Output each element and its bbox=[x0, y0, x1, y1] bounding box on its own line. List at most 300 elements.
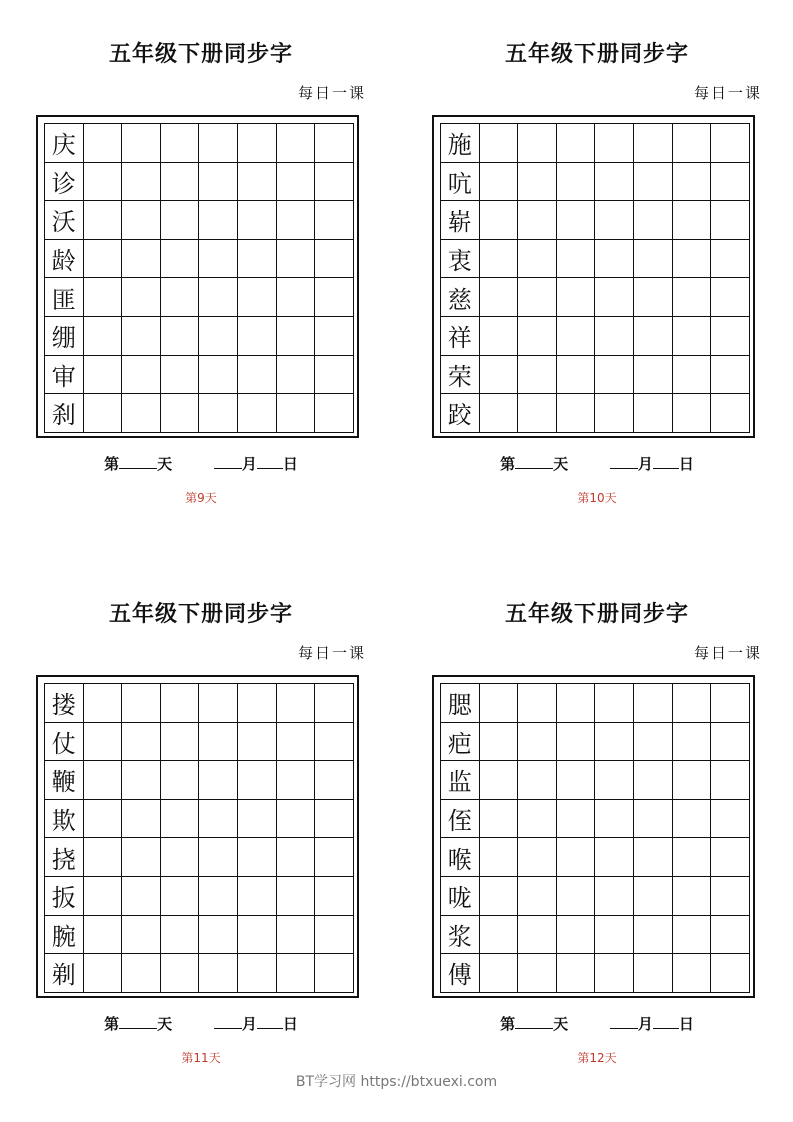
practice-cell[interactable] bbox=[595, 394, 634, 433]
practice-cell[interactable] bbox=[238, 124, 277, 163]
date-word: 日 bbox=[282, 455, 298, 473]
model-character: 剃 bbox=[45, 954, 84, 993]
practice-cell[interactable] bbox=[199, 163, 238, 202]
practice-cell[interactable] bbox=[480, 916, 519, 955]
practice-cell[interactable] bbox=[277, 394, 316, 433]
practice-cell[interactable] bbox=[518, 124, 557, 163]
practice-cell[interactable] bbox=[480, 124, 519, 163]
writing-grid bbox=[440, 123, 750, 433]
practice-cell[interactable] bbox=[238, 838, 277, 877]
practice-cell[interactable] bbox=[673, 684, 712, 723]
month-blank[interactable] bbox=[610, 454, 638, 469]
practice-cell[interactable] bbox=[122, 954, 161, 993]
model-character: 庆 bbox=[45, 124, 84, 163]
practice-cell[interactable] bbox=[199, 877, 238, 916]
practice-cell[interactable] bbox=[480, 684, 519, 723]
practice-cell[interactable] bbox=[634, 278, 673, 317]
practice-cell[interactable] bbox=[277, 838, 316, 877]
model-character: 欺 bbox=[45, 800, 84, 839]
practice-cell[interactable] bbox=[480, 877, 519, 916]
practice-cell[interactable] bbox=[238, 761, 277, 800]
practice-cell[interactable] bbox=[315, 877, 354, 916]
model-character: 咙 bbox=[441, 877, 480, 916]
practice-cell[interactable] bbox=[557, 954, 596, 993]
practice-cell[interactable] bbox=[238, 877, 277, 916]
practice-cell[interactable] bbox=[595, 201, 634, 240]
practice-cell[interactable] bbox=[634, 838, 673, 877]
practice-cell[interactable] bbox=[634, 163, 673, 202]
date-blank[interactable] bbox=[257, 454, 283, 469]
practice-cell[interactable] bbox=[238, 916, 277, 955]
practice-cell[interactable] bbox=[199, 916, 238, 955]
practice-cell[interactable] bbox=[84, 278, 123, 317]
model-character: 刹 bbox=[45, 394, 84, 433]
practice-cell[interactable] bbox=[557, 916, 596, 955]
practice-cell[interactable] bbox=[711, 954, 750, 993]
date-line bbox=[432, 453, 762, 474]
practice-cell[interactable] bbox=[84, 240, 123, 279]
practice-cell[interactable] bbox=[84, 684, 123, 723]
practice-cell[interactable] bbox=[199, 723, 238, 762]
practice-cell[interactable] bbox=[84, 356, 123, 395]
practice-cell[interactable] bbox=[199, 394, 238, 433]
day-number-blank[interactable] bbox=[515, 1014, 553, 1029]
practice-cell[interactable] bbox=[595, 723, 634, 762]
practice-cell[interactable] bbox=[634, 916, 673, 955]
day-prefix: 第 bbox=[500, 1015, 516, 1033]
practice-cell[interactable] bbox=[277, 916, 316, 955]
practice-cell[interactable] bbox=[673, 394, 712, 433]
practice-cell[interactable] bbox=[673, 838, 712, 877]
practice-cell[interactable] bbox=[84, 163, 123, 202]
practice-cell[interactable] bbox=[595, 916, 634, 955]
practice-cell[interactable] bbox=[518, 723, 557, 762]
practice-cell[interactable] bbox=[199, 240, 238, 279]
practice-cell[interactable] bbox=[634, 394, 673, 433]
practice-cell[interactable] bbox=[557, 761, 596, 800]
day-number-blank[interactable] bbox=[119, 1014, 157, 1029]
date-word: 日 bbox=[282, 1015, 298, 1033]
practice-cell[interactable] bbox=[711, 317, 750, 356]
practice-cell[interactable] bbox=[673, 761, 712, 800]
practice-cell[interactable] bbox=[480, 761, 519, 800]
model-character: 疤 bbox=[441, 723, 480, 762]
practice-cell[interactable] bbox=[161, 240, 200, 279]
practice-cell[interactable] bbox=[634, 761, 673, 800]
practice-cell[interactable] bbox=[634, 124, 673, 163]
date-line bbox=[432, 1013, 762, 1034]
practice-cell[interactable] bbox=[711, 877, 750, 916]
practice-cell[interactable] bbox=[199, 761, 238, 800]
practice-cell[interactable] bbox=[595, 356, 634, 395]
practice-cell[interactable] bbox=[277, 723, 316, 762]
practice-cell[interactable] bbox=[122, 838, 161, 877]
model-character: 喉 bbox=[441, 838, 480, 877]
practice-cell[interactable] bbox=[595, 838, 634, 877]
practice-cell[interactable] bbox=[518, 877, 557, 916]
month-blank[interactable] bbox=[610, 1014, 638, 1029]
practice-cell[interactable] bbox=[315, 124, 354, 163]
practice-cell[interactable] bbox=[480, 163, 519, 202]
practice-cell[interactable] bbox=[161, 163, 200, 202]
writing-grid-frame bbox=[432, 675, 755, 998]
practice-cell[interactable] bbox=[238, 163, 277, 202]
model-character: 腮 bbox=[441, 684, 480, 723]
practice-cell[interactable] bbox=[634, 800, 673, 839]
practice-cell[interactable] bbox=[557, 838, 596, 877]
practice-cell[interactable] bbox=[161, 877, 200, 916]
day-word: 天 bbox=[553, 1015, 569, 1033]
practice-cell[interactable] bbox=[480, 240, 519, 279]
practice-cell[interactable] bbox=[84, 954, 123, 993]
practice-cell[interactable] bbox=[277, 954, 316, 993]
practice-cell[interactable] bbox=[277, 278, 316, 317]
practice-cell[interactable] bbox=[634, 684, 673, 723]
practice-cell[interactable] bbox=[161, 356, 200, 395]
practice-cell[interactable] bbox=[84, 838, 123, 877]
practice-cell[interactable] bbox=[315, 394, 354, 433]
practice-cell[interactable] bbox=[634, 201, 673, 240]
day-word: 天 bbox=[157, 1015, 173, 1033]
model-character: 浆 bbox=[441, 916, 480, 955]
practice-cell[interactable] bbox=[711, 723, 750, 762]
practice-cell[interactable] bbox=[238, 684, 277, 723]
date-blank[interactable] bbox=[653, 454, 679, 469]
practice-cell[interactable] bbox=[277, 240, 316, 279]
practice-cell[interactable] bbox=[673, 954, 712, 993]
practice-cell[interactable] bbox=[711, 124, 750, 163]
practice-cell[interactable] bbox=[480, 356, 519, 395]
practice-cell[interactable] bbox=[277, 877, 316, 916]
practice-cell[interactable] bbox=[557, 800, 596, 839]
practice-cell[interactable] bbox=[673, 356, 712, 395]
practice-cell[interactable] bbox=[161, 201, 200, 240]
practice-cell[interactable] bbox=[122, 240, 161, 279]
practice-cell[interactable] bbox=[315, 163, 354, 202]
sheet-subtitle: 每日一课 bbox=[297, 644, 366, 662]
practice-cell[interactable] bbox=[673, 201, 712, 240]
practice-cell[interactable] bbox=[557, 201, 596, 240]
model-character: 监 bbox=[441, 761, 480, 800]
model-character: 跤 bbox=[441, 394, 480, 433]
practice-cell[interactable] bbox=[557, 394, 596, 433]
model-character: 沃 bbox=[45, 201, 84, 240]
practice-cell[interactable] bbox=[673, 916, 712, 955]
practice-cell[interactable] bbox=[199, 684, 238, 723]
practice-cell[interactable] bbox=[199, 201, 238, 240]
practice-cell[interactable] bbox=[595, 684, 634, 723]
model-character: 绷 bbox=[45, 317, 84, 356]
practice-cell[interactable] bbox=[277, 356, 316, 395]
practice-cell[interactable] bbox=[161, 761, 200, 800]
practice-cell[interactable] bbox=[595, 163, 634, 202]
practice-cell[interactable] bbox=[673, 278, 712, 317]
practice-cell[interactable] bbox=[480, 278, 519, 317]
practice-cell[interactable] bbox=[557, 684, 596, 723]
practice-cell[interactable] bbox=[518, 240, 557, 279]
practice-cell[interactable] bbox=[315, 761, 354, 800]
practice-cell[interactable] bbox=[315, 278, 354, 317]
model-character: 吭 bbox=[441, 163, 480, 202]
practice-cell[interactable] bbox=[315, 723, 354, 762]
practice-cell[interactable] bbox=[673, 163, 712, 202]
practice-cell[interactable] bbox=[199, 278, 238, 317]
practice-cell[interactable] bbox=[634, 877, 673, 916]
practice-cell[interactable] bbox=[480, 317, 519, 356]
practice-cell[interactable] bbox=[595, 954, 634, 993]
practice-cell[interactable] bbox=[84, 916, 123, 955]
model-character: 慈 bbox=[441, 278, 480, 317]
practice-cell[interactable] bbox=[199, 954, 238, 993]
practice-cell[interactable] bbox=[518, 684, 557, 723]
practice-cell[interactable] bbox=[161, 124, 200, 163]
practice-cell[interactable] bbox=[673, 317, 712, 356]
practice-cell[interactable] bbox=[595, 761, 634, 800]
model-character: 衷 bbox=[441, 240, 480, 279]
practice-cell[interactable] bbox=[277, 684, 316, 723]
practice-cell[interactable] bbox=[557, 723, 596, 762]
practice-cell[interactable] bbox=[315, 954, 354, 993]
practice-cell[interactable] bbox=[518, 278, 557, 317]
practice-cell[interactable] bbox=[161, 800, 200, 839]
practice-cell[interactable] bbox=[557, 240, 596, 279]
practice-cell[interactable] bbox=[480, 201, 519, 240]
model-character: 匪 bbox=[45, 278, 84, 317]
practice-cell[interactable] bbox=[711, 356, 750, 395]
practice-cell[interactable] bbox=[634, 356, 673, 395]
writing-grid-frame bbox=[36, 115, 359, 438]
month-word: 月 bbox=[637, 1015, 653, 1033]
practice-cell[interactable] bbox=[315, 916, 354, 955]
practice-cell[interactable] bbox=[480, 838, 519, 877]
practice-cell[interactable] bbox=[277, 201, 316, 240]
month-blank[interactable] bbox=[214, 454, 242, 469]
day-number-blank[interactable] bbox=[119, 454, 157, 469]
practice-cell[interactable] bbox=[277, 124, 316, 163]
practice-cell[interactable] bbox=[199, 317, 238, 356]
practice-cell[interactable] bbox=[315, 356, 354, 395]
day-prefix: 第 bbox=[104, 1015, 120, 1033]
practice-cell[interactable] bbox=[238, 800, 277, 839]
practice-cell[interactable] bbox=[557, 317, 596, 356]
practice-cell[interactable] bbox=[634, 240, 673, 279]
practice-cell[interactable] bbox=[711, 240, 750, 279]
practice-cell[interactable] bbox=[711, 838, 750, 877]
practice-cell[interactable] bbox=[634, 723, 673, 762]
practice-cell[interactable] bbox=[711, 278, 750, 317]
day-word: 天 bbox=[553, 455, 569, 473]
practice-cell[interactable] bbox=[518, 163, 557, 202]
practice-cell[interactable] bbox=[518, 317, 557, 356]
practice-cell[interactable] bbox=[122, 124, 161, 163]
practice-cell[interactable] bbox=[557, 356, 596, 395]
sheet-subtitle: 每日一课 bbox=[297, 84, 366, 102]
practice-cell[interactable] bbox=[122, 723, 161, 762]
practice-cell[interactable] bbox=[238, 278, 277, 317]
day-label: 第9天 bbox=[185, 491, 217, 505]
practice-cell[interactable] bbox=[711, 761, 750, 800]
day-label: 第11天 bbox=[181, 1051, 221, 1065]
practice-cell[interactable] bbox=[518, 838, 557, 877]
practice-cell[interactable] bbox=[238, 394, 277, 433]
practice-cell[interactable] bbox=[122, 317, 161, 356]
practice-cell[interactable] bbox=[711, 163, 750, 202]
practice-cell[interactable] bbox=[480, 954, 519, 993]
day-label: 第12天 bbox=[577, 1051, 617, 1065]
writing-grid bbox=[44, 683, 354, 993]
practice-cell[interactable] bbox=[84, 124, 123, 163]
model-character: 施 bbox=[441, 124, 480, 163]
writing-grid bbox=[440, 683, 750, 993]
practice-cell[interactable] bbox=[557, 877, 596, 916]
watermark: BT学习网 https://btxuexi.com bbox=[295, 1074, 498, 1090]
practice-cell[interactable] bbox=[84, 723, 123, 762]
model-character: 傅 bbox=[441, 954, 480, 993]
practice-cell[interactable] bbox=[673, 877, 712, 916]
practice-cell[interactable] bbox=[595, 278, 634, 317]
sheet-subtitle: 每日一课 bbox=[693, 644, 762, 662]
practice-cell[interactable] bbox=[595, 240, 634, 279]
practice-cell[interactable] bbox=[673, 124, 712, 163]
practice-cell[interactable] bbox=[595, 124, 634, 163]
date-blank[interactable] bbox=[653, 1014, 679, 1029]
practice-cell[interactable] bbox=[480, 723, 519, 762]
practice-cell[interactable] bbox=[161, 954, 200, 993]
practice-cell[interactable] bbox=[122, 877, 161, 916]
practice-cell[interactable] bbox=[122, 761, 161, 800]
practice-cell[interactable] bbox=[238, 954, 277, 993]
practice-cell[interactable] bbox=[84, 761, 123, 800]
sheet-subtitle: 每日一课 bbox=[693, 84, 762, 102]
month-blank[interactable] bbox=[214, 1014, 242, 1029]
practice-cell[interactable] bbox=[84, 317, 123, 356]
practice-cell[interactable] bbox=[161, 916, 200, 955]
practice-cell[interactable] bbox=[518, 916, 557, 955]
practice-cell[interactable] bbox=[238, 723, 277, 762]
practice-cell[interactable] bbox=[161, 684, 200, 723]
practice-cell[interactable] bbox=[199, 356, 238, 395]
practice-cell[interactable] bbox=[634, 317, 673, 356]
practice-cell[interactable] bbox=[277, 800, 316, 839]
practice-cell[interactable] bbox=[122, 394, 161, 433]
practice-cell[interactable] bbox=[518, 394, 557, 433]
practice-cell[interactable] bbox=[277, 761, 316, 800]
day-label: 第10天 bbox=[577, 491, 617, 505]
practice-cell[interactable] bbox=[84, 201, 123, 240]
sheet-title: 五年级下册同步字 bbox=[108, 41, 293, 67]
practice-cell[interactable] bbox=[161, 838, 200, 877]
practice-cell[interactable] bbox=[557, 124, 596, 163]
model-character: 扳 bbox=[45, 877, 84, 916]
practice-cell[interactable] bbox=[161, 278, 200, 317]
practice-cell[interactable] bbox=[277, 163, 316, 202]
practice-cell[interactable] bbox=[122, 201, 161, 240]
sheet-title: 五年级下册同步字 bbox=[108, 601, 293, 627]
practice-cell[interactable] bbox=[199, 838, 238, 877]
practice-cell[interactable] bbox=[122, 163, 161, 202]
practice-cell[interactable] bbox=[595, 877, 634, 916]
practice-cell[interactable] bbox=[557, 163, 596, 202]
practice-cell[interactable] bbox=[161, 723, 200, 762]
practice-cell[interactable] bbox=[518, 201, 557, 240]
practice-cell[interactable] bbox=[199, 124, 238, 163]
practice-cell[interactable] bbox=[84, 877, 123, 916]
practice-cell[interactable] bbox=[480, 394, 519, 433]
practice-cell[interactable] bbox=[315, 201, 354, 240]
practice-cell[interactable] bbox=[84, 800, 123, 839]
practice-cell[interactable] bbox=[122, 800, 161, 839]
practice-cell[interactable] bbox=[315, 684, 354, 723]
sheet-title: 五年级下册同步字 bbox=[504, 41, 689, 67]
date-line bbox=[36, 453, 366, 474]
practice-cell[interactable] bbox=[518, 761, 557, 800]
practice-cell[interactable] bbox=[518, 800, 557, 839]
practice-cell[interactable] bbox=[199, 800, 238, 839]
practice-cell[interactable] bbox=[518, 954, 557, 993]
model-character: 诊 bbox=[45, 163, 84, 202]
practice-cell[interactable] bbox=[711, 684, 750, 723]
model-character: 搂 bbox=[45, 684, 84, 723]
practice-cell[interactable] bbox=[711, 800, 750, 839]
practice-cell[interactable] bbox=[673, 723, 712, 762]
practice-cell[interactable] bbox=[673, 240, 712, 279]
model-character: 龄 bbox=[45, 240, 84, 279]
practice-cell[interactable] bbox=[711, 394, 750, 433]
practice-cell[interactable] bbox=[315, 838, 354, 877]
day-number-blank[interactable] bbox=[515, 454, 553, 469]
month-word: 月 bbox=[241, 455, 257, 473]
practice-cell[interactable] bbox=[161, 317, 200, 356]
practice-cell[interactable] bbox=[711, 201, 750, 240]
practice-cell[interactable] bbox=[711, 916, 750, 955]
writing-grid-frame bbox=[432, 115, 755, 438]
day-prefix: 第 bbox=[500, 455, 516, 473]
practice-cell[interactable] bbox=[634, 954, 673, 993]
practice-cell[interactable] bbox=[557, 278, 596, 317]
practice-cell[interactable] bbox=[161, 394, 200, 433]
practice-cell[interactable] bbox=[315, 317, 354, 356]
practice-cell[interactable] bbox=[480, 800, 519, 839]
month-word: 月 bbox=[241, 1015, 257, 1033]
model-character: 鞭 bbox=[45, 761, 84, 800]
practice-cell[interactable] bbox=[238, 356, 277, 395]
model-character: 仗 bbox=[45, 723, 84, 762]
model-character: 荣 bbox=[441, 356, 480, 395]
model-character: 祥 bbox=[441, 317, 480, 356]
practice-cell[interactable] bbox=[595, 317, 634, 356]
writing-grid bbox=[44, 123, 354, 433]
practice-cell[interactable] bbox=[238, 317, 277, 356]
practice-cell[interactable] bbox=[238, 240, 277, 279]
practice-cell[interactable] bbox=[122, 278, 161, 317]
practice-cell[interactable] bbox=[518, 356, 557, 395]
practice-cell[interactable] bbox=[315, 240, 354, 279]
practice-cell[interactable] bbox=[122, 356, 161, 395]
date-blank[interactable] bbox=[257, 1014, 283, 1029]
practice-cell[interactable] bbox=[315, 800, 354, 839]
practice-cell[interactable] bbox=[122, 684, 161, 723]
practice-cell[interactable] bbox=[238, 201, 277, 240]
practice-cell[interactable] bbox=[595, 800, 634, 839]
model-character: 腕 bbox=[45, 916, 84, 955]
writing-grid-frame bbox=[36, 675, 359, 998]
model-character: 侄 bbox=[441, 800, 480, 839]
practice-cell[interactable] bbox=[122, 916, 161, 955]
practice-cell[interactable] bbox=[84, 394, 123, 433]
model-character: 崭 bbox=[441, 201, 480, 240]
practice-cell[interactable] bbox=[277, 317, 316, 356]
practice-cell[interactable] bbox=[673, 800, 712, 839]
